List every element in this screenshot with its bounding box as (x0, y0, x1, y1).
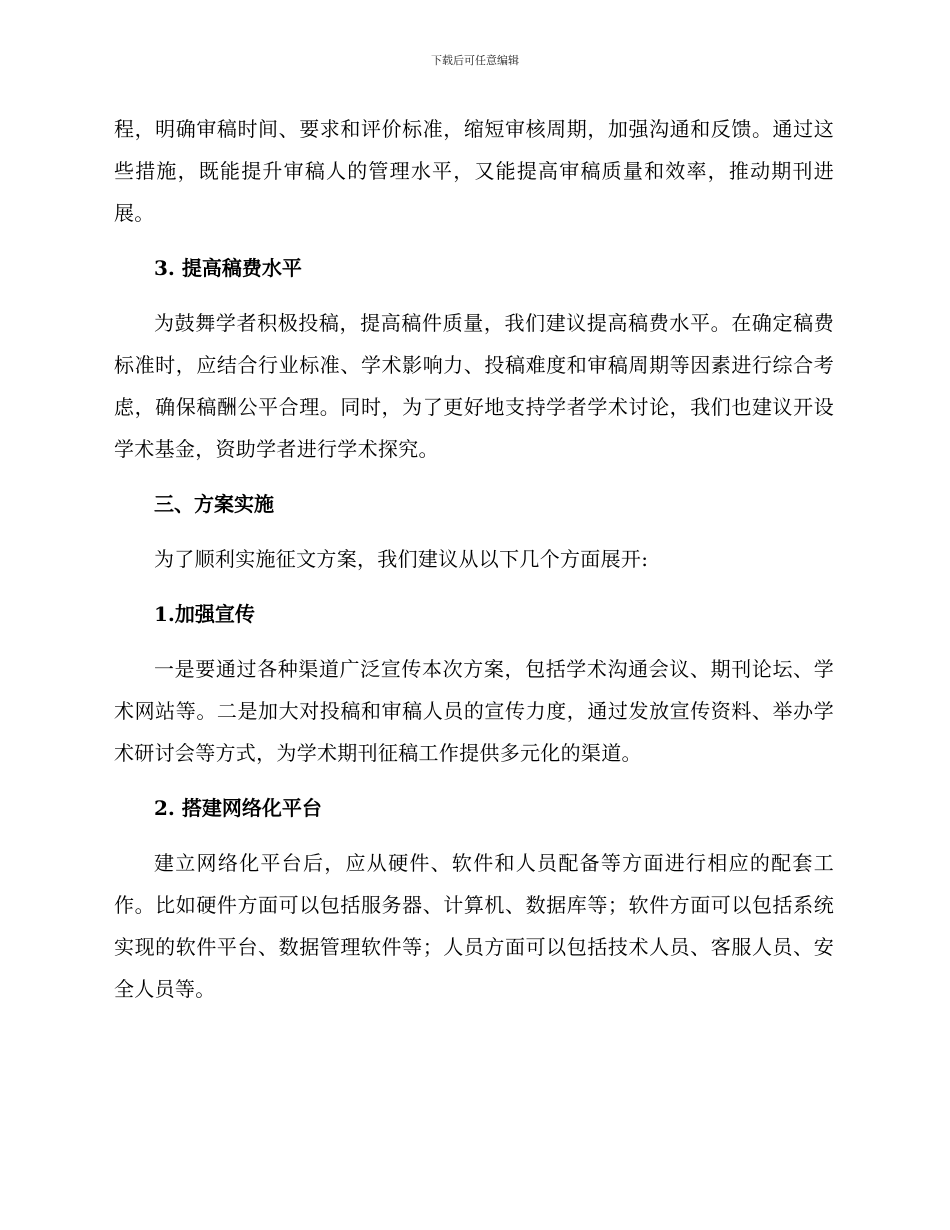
paragraph-continued: 程，明确审稿时间、要求和评价标准，缩短审核周期，加强沟通和反馈。通过这些措施，既能提升审稿人的管理水平，又能提高审稿质量和效率，推动期刊进展。 (114, 117, 834, 225)
heading-online-platform: 2. 搭建网络化平台 (154, 796, 322, 820)
document-body (114, 108, 834, 1010)
heading-publicity: 1.加强宣传 (154, 602, 255, 626)
page-header: 下载后可任意编辑 (431, 54, 519, 67)
paragraph-online-platform: 建立网络化平台后，应从硬件、软件和人员配备等方面进行相应的配套工作。比如硬件方面可以包括服务器、计算机、数据库等；软件方面可以包括系统实现的软件平台、数据管理软件等；人员方面可以包括技术人员、客服人员、安全人员等。 (114, 851, 834, 1001)
paragraph-publicity: 一是要通过各种渠道广泛宣传本次方案，包括学术沟通会议、期刊论坛、学术网站等。二是加大对投稿和审稿人员的宣传力度，通过发放宣传资料、举办学术研讨会等方式，为学术期刊征稿工作提供多元化的渠道。 (114, 657, 834, 765)
paragraph-implementation-intro: 为了顺利实施征文方案，我们建议从以下几个方面展开: (154, 547, 649, 571)
paragraph-raise-fees: 为鼓舞学者积极投稿，提高稿件质量，我们建议提高稿费水平。在确定稿费标准时，应结合行业标准、学术影响力、投稿难度和审稿周期等因素进行综合考虑，确保稿酬公平合理。同时，为了更好地支持学者学术讨论，我们也建议开设学术基金，资助学者进行学术探究。 (114, 311, 834, 461)
heading-raise-fees: 3. 提高稿费水平 (154, 256, 302, 280)
heading-section-implementation: 三、方案实施 (154, 492, 274, 516)
